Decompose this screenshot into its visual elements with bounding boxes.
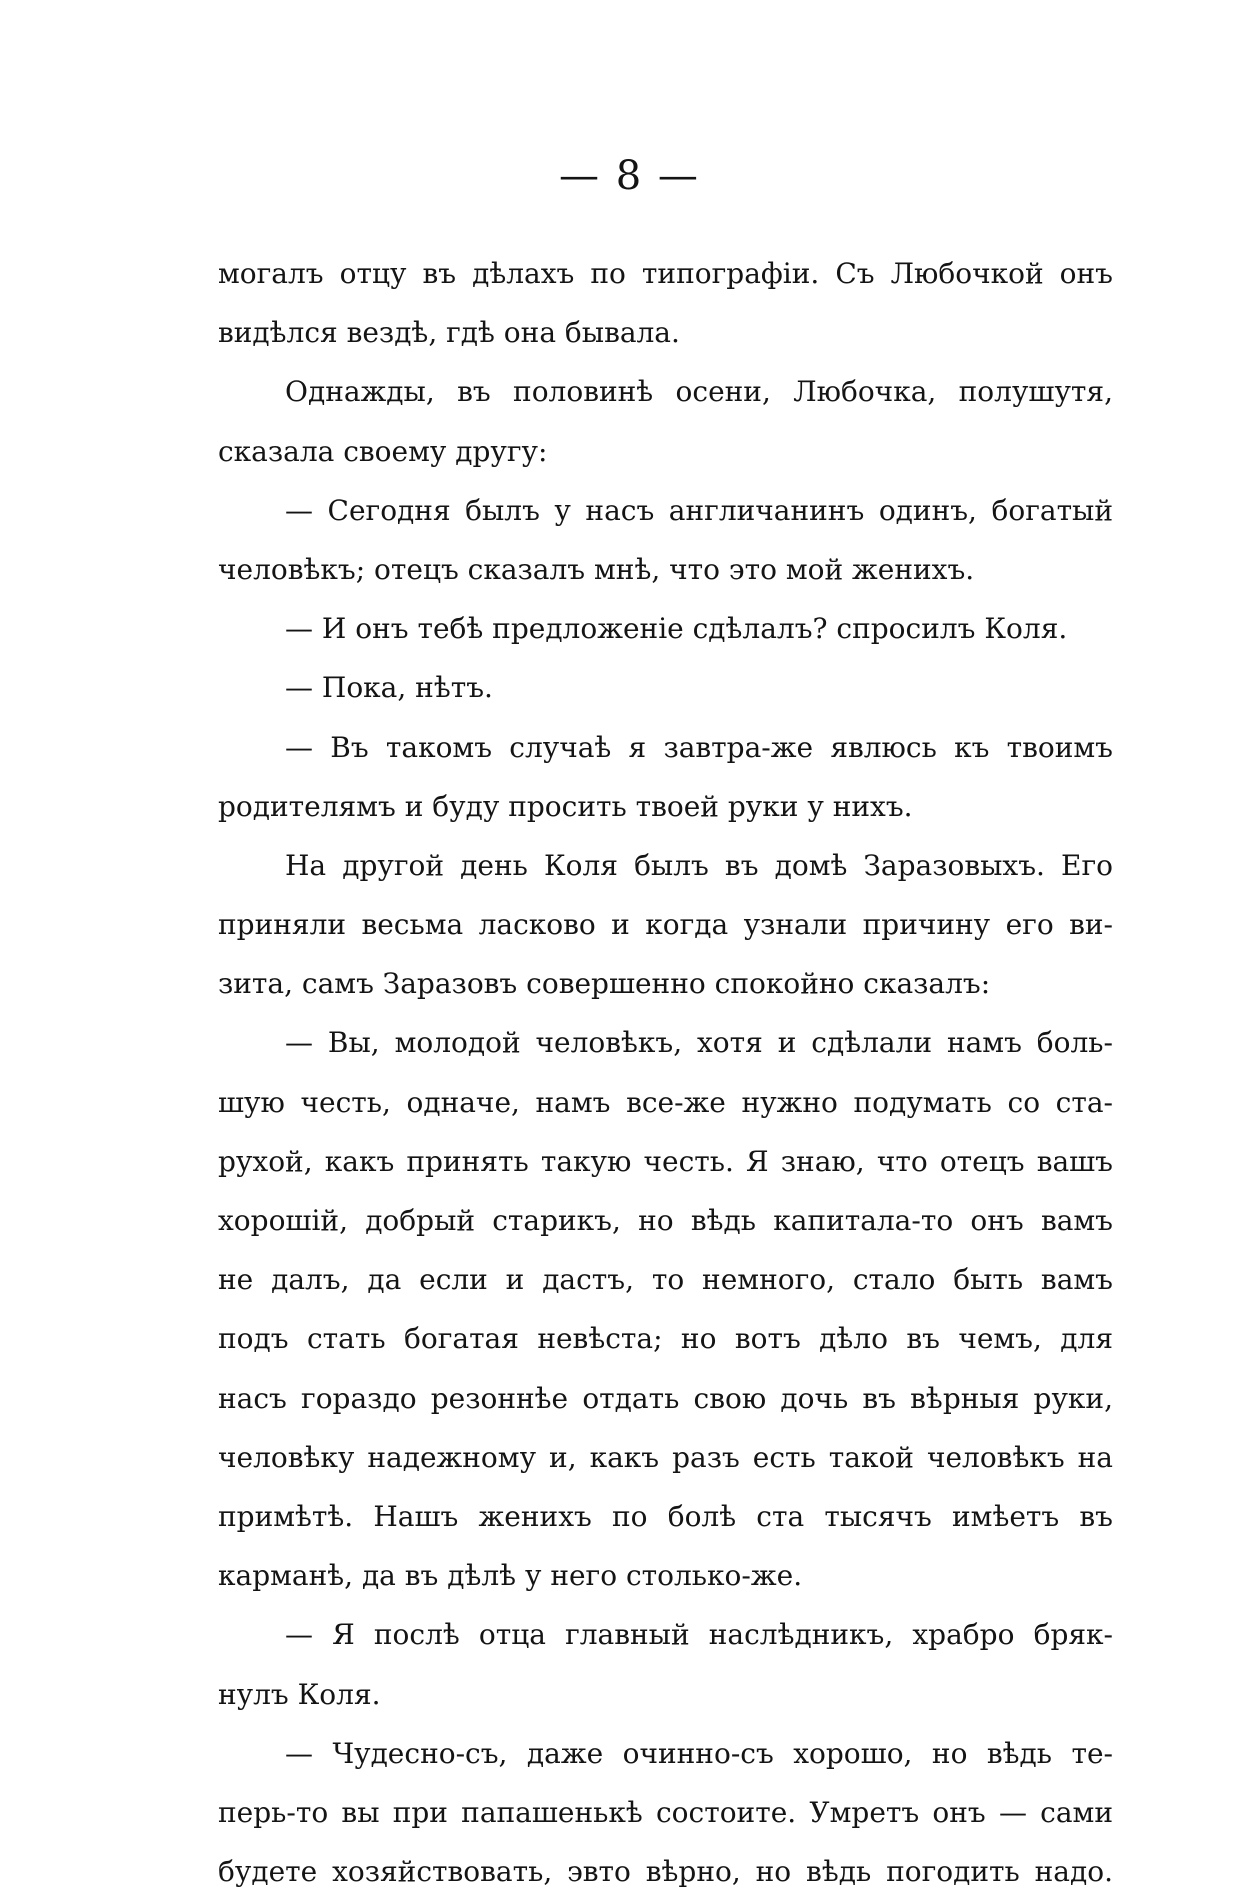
text-line: — Чудесно-съ, даже очинно-съ хорошо, но вѣдь те- — [285, 1736, 1113, 1770]
body-text — [218, 244, 1113, 1901]
text-line: — Вы, молодой человѣкъ, хотя и сдѣлали намъ боль- — [285, 1026, 1113, 1060]
text-line: не далъ, да если и дастъ, то немного, стало быть вамъ — [218, 1263, 1113, 1297]
text-line: подъ стать богатая невѣста; но вотъ дѣло въ чемъ, для — [218, 1322, 1113, 1356]
text-line: — Пока, нѣтъ. — [285, 671, 493, 705]
text-line: примѣтѣ. Нашъ женихъ по болѣ ста тысячъ имѣетъ въ — [218, 1499, 1113, 1533]
text-line: человѣку надежному и, какъ разъ есть такой человѣкъ на — [218, 1440, 1113, 1474]
text-line: рухой, какъ принять такую честь. Я знаю, что отецъ вашъ — [218, 1144, 1113, 1178]
text-line: могалъ отцу въ дѣлахъ по типографіи. Съ Любочкой онъ — [218, 257, 1113, 290]
text-line: Однажды, въ половинѣ осени, Любочка, полушутя, — [285, 375, 1113, 409]
text-line: родителямъ и буду просить твоей руки у нихъ. — [218, 789, 913, 823]
text-line: будете хозяйствовать, эвто вѣрно, но вѣдь погодить надо. — [218, 1855, 1113, 1889]
text-line: видѣлся вездѣ, гдѣ она бывала. — [218, 316, 680, 350]
text-line: насъ гораздо резоннѣе отдать свою дочь въ вѣрныя руки, — [218, 1381, 1113, 1415]
text-line: шую честь, одначе, намъ все-же нужно подумать со ста- — [218, 1085, 1113, 1119]
text-line: — Сегодня былъ у насъ англичанинъ одинъ, богатый — [285, 493, 1113, 527]
text-line: карманѣ, да въ дѣлѣ у него столько-же. — [218, 1559, 803, 1593]
text-line: приняли весьма ласково и когда узнали причину его ви- — [218, 908, 1113, 942]
page-number: — 8 — — [559, 153, 700, 199]
text-line: сказала своему другу: — [218, 434, 548, 468]
text-line: — Я послѣ отца главный наслѣдникъ, храбро бряк- — [285, 1618, 1113, 1652]
text-line: перь-то вы при папашенькѣ состоите. Умретъ онъ — сами — [218, 1795, 1113, 1829]
text-line: — И онъ тебѣ предложеніе сдѣлалъ? спросилъ Коля. — [285, 612, 1068, 646]
text-line: хорошій, добрый старикъ, но вѣдь капитала-то онъ вамъ — [218, 1204, 1113, 1237]
text-line: На другой день Коля былъ въ домѣ Заразовыхъ. Его — [285, 848, 1113, 882]
text-line: зита, самъ Заразовъ совершенно спокойно сказалъ: — [218, 967, 991, 1001]
text-line: человѣкъ; отецъ сказалъ мнѣ, что это мой женихъ. — [218, 552, 975, 586]
text-line: нулъ Коля. — [218, 1677, 381, 1711]
text-line: — Въ такомъ случаѣ я завтра-же явлюсь къ твоимъ — [285, 730, 1113, 764]
